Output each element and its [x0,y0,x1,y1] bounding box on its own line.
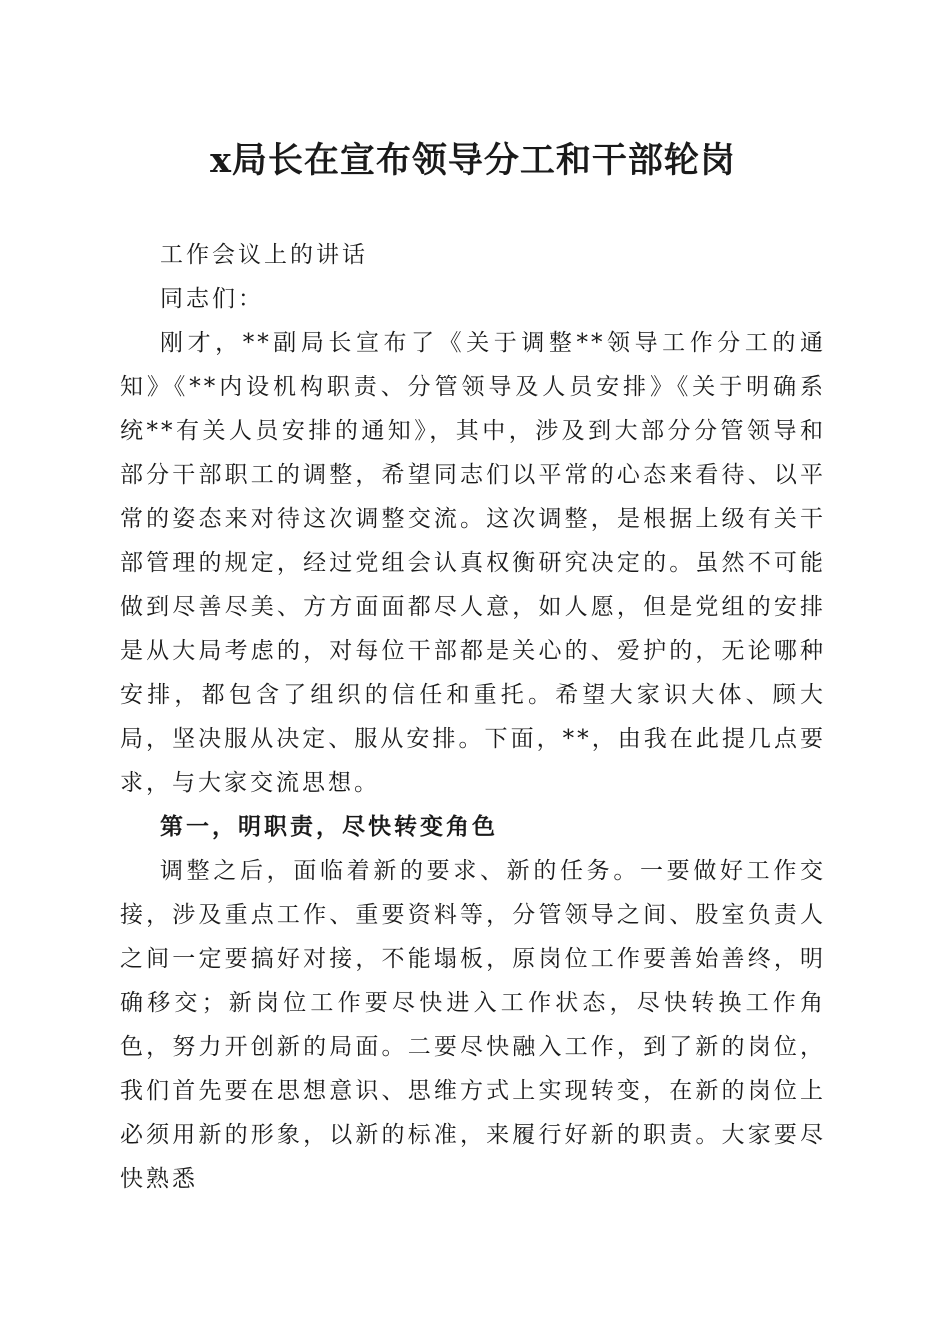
paragraph-section-1: 调整之后，面临着新的要求、新的任务。一要做好工作交接，涉及重点工作、重要资料等，分管领导之间、股室负责人之间一定要搞好对接，不能塌板，原岗位工作要善始善终，明确移交；新岗位工作要尽快进入工作状态，尽快转换工作角色，努力开创新的局面。二要尽快融入工作，到了新的岗位，我们首先要在思想意识、思维方式上实现转变，在新的岗位上必须用新的形象，以新的标准，来履行好新的职责。大家要尽快熟悉 [120,858,826,1192]
document-title: x局长在宣布领导分工和干部轮岗 [210,140,736,181]
section-heading-1: 第一，明职责，尽快转变角色 [160,813,498,840]
salutation: 同志们： [160,286,264,312]
document-body [120,233,826,1201]
document-page [120,0,826,1344]
paragraph-intro: 刚才，**副局长宣布了《关于调整**领导工作分工的通知》《**内设机构职责、分管领导及人员安排》《关于明确系统**有关人员安排的通知》，其中，涉及到大部分分管领导和部分干部职工的调整，希望同志们以平常的心态来看待、以平常的姿态来对待这次调整交流。这次调整，是根据上级有关干部管理的规定，经过党组会认真权衡研究决定的。虽然不可能做到尽善尽美、方方面面都尽人意，如人愿，但是党组的安排是从大局考虑的，对每位干部都是关心的、爱护的，无论哪种安排，都包含了组织的信任和重托。希望大家识大体、顾大局，坚决服从决定、服从安排。下面，**，由我在此提几点要求，与大家交流思想。 [120,330,826,796]
subtitle-line: 工作会议上的讲话 [160,242,368,268]
